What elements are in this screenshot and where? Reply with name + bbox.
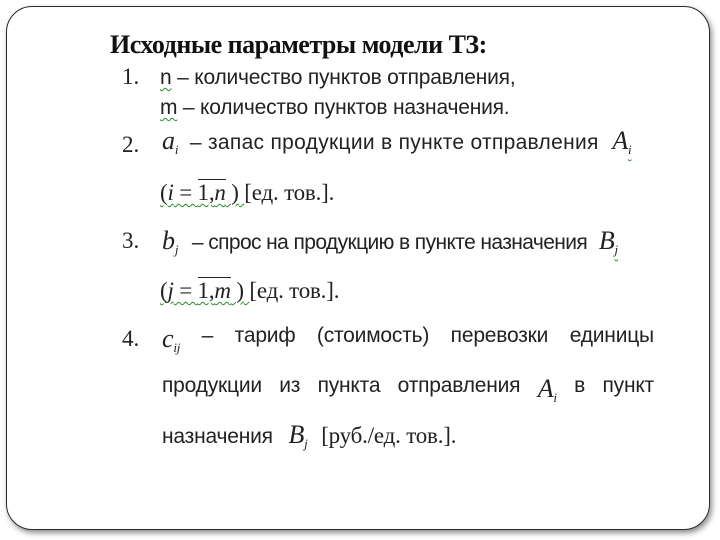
- range-close: ): [230, 278, 244, 303]
- item-2-unit: [ед. тов.].: [244, 180, 335, 205]
- range-end-m: m: [214, 278, 231, 303]
- word-punkta: пункта: [317, 374, 381, 397]
- range-overline: [198, 277, 231, 303]
- item-1-line-2-text: – количество пунктов назначения.: [177, 96, 510, 119]
- item-4-line-1: [162, 324, 654, 356]
- item-2-number: 2.: [122, 132, 140, 157]
- var-n: n: [160, 66, 172, 89]
- range-val: 1,: [197, 180, 215, 205]
- point-b-sub: j: [304, 436, 308, 451]
- point-b: B: [288, 420, 305, 449]
- word-produktsii: продукции: [162, 374, 262, 397]
- point-b-sub: j: [614, 242, 618, 257]
- range-var-j: j: [167, 278, 174, 303]
- var-b-sub: j: [174, 242, 179, 257]
- item-3-unit: [ед. тов.].: [249, 278, 340, 303]
- range-eq: =: [173, 278, 198, 303]
- item-3-text: – спрос на продукцию в пункте назначения: [191, 231, 588, 254]
- point-a-sub: i: [553, 390, 557, 405]
- item-4-number: 4.: [122, 326, 140, 351]
- word-edinitsy: единицы: [569, 324, 654, 347]
- range-var-i: i: [167, 180, 174, 205]
- var-m: m: [160, 96, 178, 119]
- item-4-line-2: [162, 374, 654, 406]
- var-c-sub: ij: [173, 340, 181, 355]
- item-3-range: [160, 278, 339, 304]
- item-3-line-1: [162, 226, 662, 258]
- range-val: 1,: [197, 278, 215, 303]
- item-2-line-1: [162, 126, 662, 158]
- word-naznacheniya: назначения: [162, 425, 273, 448]
- word-stoimost: (стоимость): [316, 324, 430, 347]
- var-c: c: [162, 324, 174, 353]
- point-a-sub: i: [628, 142, 632, 157]
- item-3-number: 3.: [122, 228, 140, 253]
- range-eq: =: [173, 180, 198, 205]
- var-b: b: [162, 226, 175, 255]
- item-1-line-2: [160, 96, 509, 120]
- word-v: в: [574, 374, 586, 397]
- item-1-line-1: [160, 66, 515, 90]
- range-close: ): [225, 180, 239, 205]
- item-4-unit: [руб./ед. тов.].: [321, 423, 457, 448]
- item-1-number: 1.: [122, 64, 140, 89]
- range-open: (: [160, 278, 168, 303]
- slide-heading: Исходные параметры модели ТЗ:: [110, 30, 487, 59]
- word-perevozki: перевозки: [450, 324, 549, 347]
- item-4-line-3: [162, 420, 456, 452]
- item-2-text: – запас продукции в пункте отправления: [189, 131, 599, 154]
- var-a: a: [162, 126, 175, 155]
- range-open: (: [160, 180, 168, 205]
- item-2-range: [160, 180, 334, 206]
- var-a-sub: i: [174, 142, 179, 157]
- point-a: A: [612, 126, 628, 155]
- word-otpravleniya: отправления: [397, 374, 521, 397]
- word-iz: из: [279, 374, 301, 397]
- word-dash: –: [201, 324, 214, 347]
- item-1-line-1-text: – количество пунктов отправления,: [171, 66, 516, 89]
- word-punkt: пункт: [602, 374, 654, 397]
- range-end-n: n: [214, 180, 226, 205]
- point-b: B: [598, 226, 615, 255]
- point-a: A: [537, 374, 554, 403]
- word-tarif: тариф: [234, 324, 296, 347]
- range-overline: [198, 179, 226, 205]
